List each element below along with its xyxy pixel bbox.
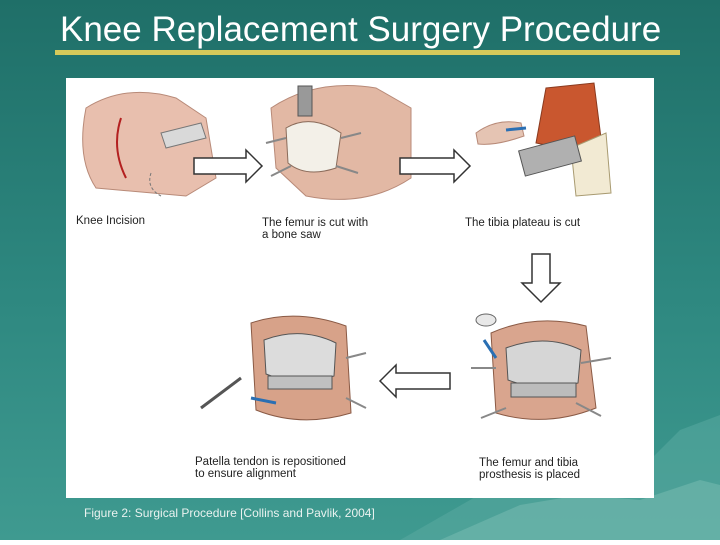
figure-panel	[66, 78, 654, 498]
step-label-patella-line2: to ensure alignment	[195, 468, 297, 480]
step-label-femur-cut-line1: The femur is cut with	[262, 217, 369, 229]
arrow-left	[380, 365, 450, 397]
figure-caption: Figure 2: Surgical Procedure [Collins and Pavlik, 2004]	[84, 506, 375, 520]
patella-repositioned-illustration	[201, 316, 366, 420]
step-label-prosthesis-line1: The femur and tibia	[479, 457, 579, 469]
step-label-tibia-cut: The tibia plateau is cut	[465, 217, 581, 229]
step-label-patella-line1: Patella tendon is repositioned	[195, 456, 346, 468]
knee-incision-illustration	[83, 92, 216, 196]
step-label-knee-incision: Knee Incision	[76, 215, 146, 227]
arrow-down	[522, 254, 560, 302]
procedure-illustrations	[66, 78, 654, 498]
tibia-cut-illustration	[476, 83, 611, 196]
step-label-prosthesis-line2: prosthesis is placed	[479, 469, 580, 481]
femur-cut-illustration	[266, 86, 411, 200]
slide-title: Knee Replacement Surgery Procedure	[60, 10, 662, 49]
title-underline	[55, 50, 680, 55]
step-label-femur-cut-line2: a bone saw	[262, 229, 321, 241]
prosthesis-placed-illustration	[471, 314, 611, 419]
